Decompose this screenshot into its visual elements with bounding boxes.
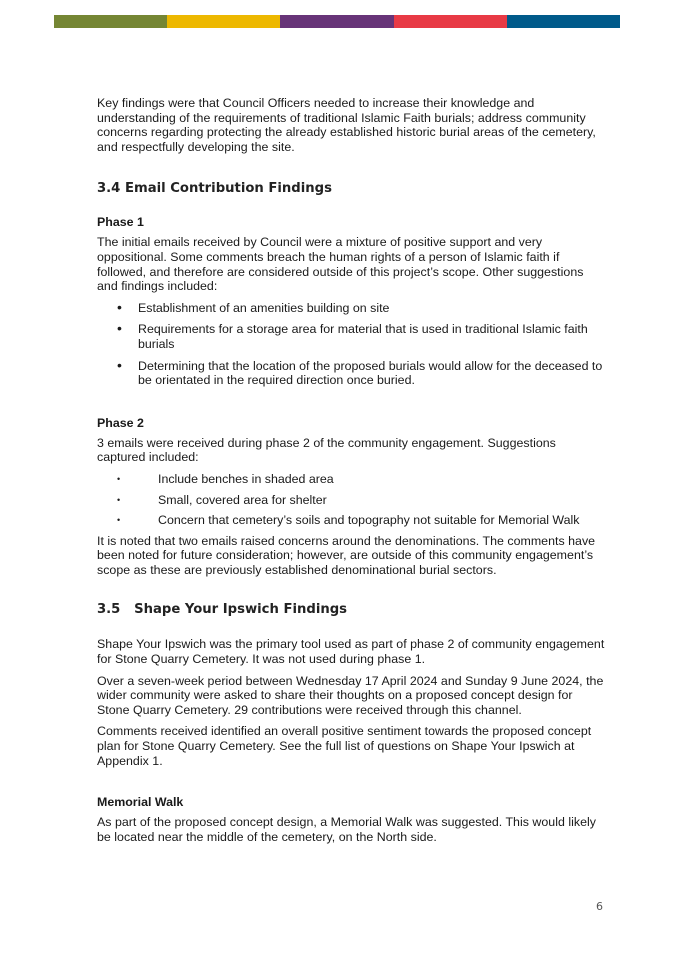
page-content <box>97 96 607 844</box>
section-3-4-heading: 3.4 Email Contribution Findings <box>97 181 332 197</box>
memorial-walk-heading: Memorial Walk <box>97 795 184 810</box>
shape-your-ipswich-paragraph-1: Shape Your Ipswich was the primary tool used as part of phase 2 of community engagement for Stone Quarry Cemetery. It was not used during phase 1. <box>97 637 605 667</box>
phase-2-closing-paragraph: It is noted that two emails raised concerns around the denominations. The comments have been noted for future consideration; however, are outside of this community engagement’s scope as these are previously established denominational burial sectors. <box>97 533 596 577</box>
color-bar-segment-olive <box>54 15 167 28</box>
phase-1-heading: Phase 1 <box>97 215 144 230</box>
shape-your-ipswich-paragraph-3: Comments received identified an overall positive sentiment towards the proposed concept plan for Stone Quarry Cemetery. See the full list of questions on Shape Your Ipswich at Appendix 1. <box>97 724 592 768</box>
phase-1-bullet-list <box>97 298 607 388</box>
bullet-icon: • <box>117 473 121 484</box>
color-bar-segment-red <box>394 15 507 28</box>
phase-1-paragraph: The initial emails received by Council were a mixture of positive support and very oppositional. Some comments breach the human rights of a person of Islamic faith if followed, and therefore are considered outside of this project’s scope. Other suggestions and findings included: <box>97 235 584 294</box>
list-item: • Establishment of an amenities building on site <box>117 298 390 315</box>
list-item: • Concern that cemetery’s soils and topography not suitable for Memorial Walk <box>117 513 580 528</box>
phase-2-heading: Phase 2 <box>97 415 144 430</box>
phase-2-bullet-list <box>97 472 607 528</box>
list-item: • Include benches in shaded area <box>117 471 334 486</box>
page-number: 6 <box>596 900 603 913</box>
color-bar-segment-purple <box>280 15 393 28</box>
section-3-5-heading: 3.5 Shape Your Ipswich Findings <box>97 602 348 618</box>
shape-your-ipswich-paragraph-2: Over a seven-week period between Wednesday 17 April 2024 and Sunday 9 June 2024, the wider community were asked to share their thoughts on a proposed concept design for Stone Quarry Cemetery. 29 contributions were received through this channel. <box>97 673 604 717</box>
bullet-icon: • <box>117 356 122 373</box>
intro-paragraph: Key findings were that Council Officers needed to increase their knowledge and understanding of the requirements of traditional Islamic Faith burials; address community concerns regarding protecting the already established historic burial areas of the cemetery, and respectfully developing the site. <box>97 96 596 154</box>
bullet-icon: • <box>117 494 121 505</box>
color-bar-segment-yellow <box>167 15 280 28</box>
header-color-bar <box>54 15 620 28</box>
list-item: • Requirements for a storage area for material that is used in traditional Islamic faith burials <box>117 320 588 351</box>
bullet-icon: • <box>117 298 122 315</box>
bullet-icon: • <box>117 320 122 337</box>
bullet-icon: • <box>117 515 121 526</box>
list-item: • Determining that the location of the proposed burials would allow for the deceased to be orientated in the required direction once buried. <box>117 356 603 388</box>
list-item: • Small, covered area for shelter <box>117 492 327 507</box>
phase-2-paragraph: 3 emails were received during phase 2 of the community engagement. Suggestions captured included: <box>97 435 556 465</box>
color-bar-segment-blue <box>507 15 620 28</box>
memorial-walk-paragraph: As part of the proposed concept design, a Memorial Walk was suggested. This would likely be located near the middle of the cemetery, on the North side. <box>97 815 597 844</box>
